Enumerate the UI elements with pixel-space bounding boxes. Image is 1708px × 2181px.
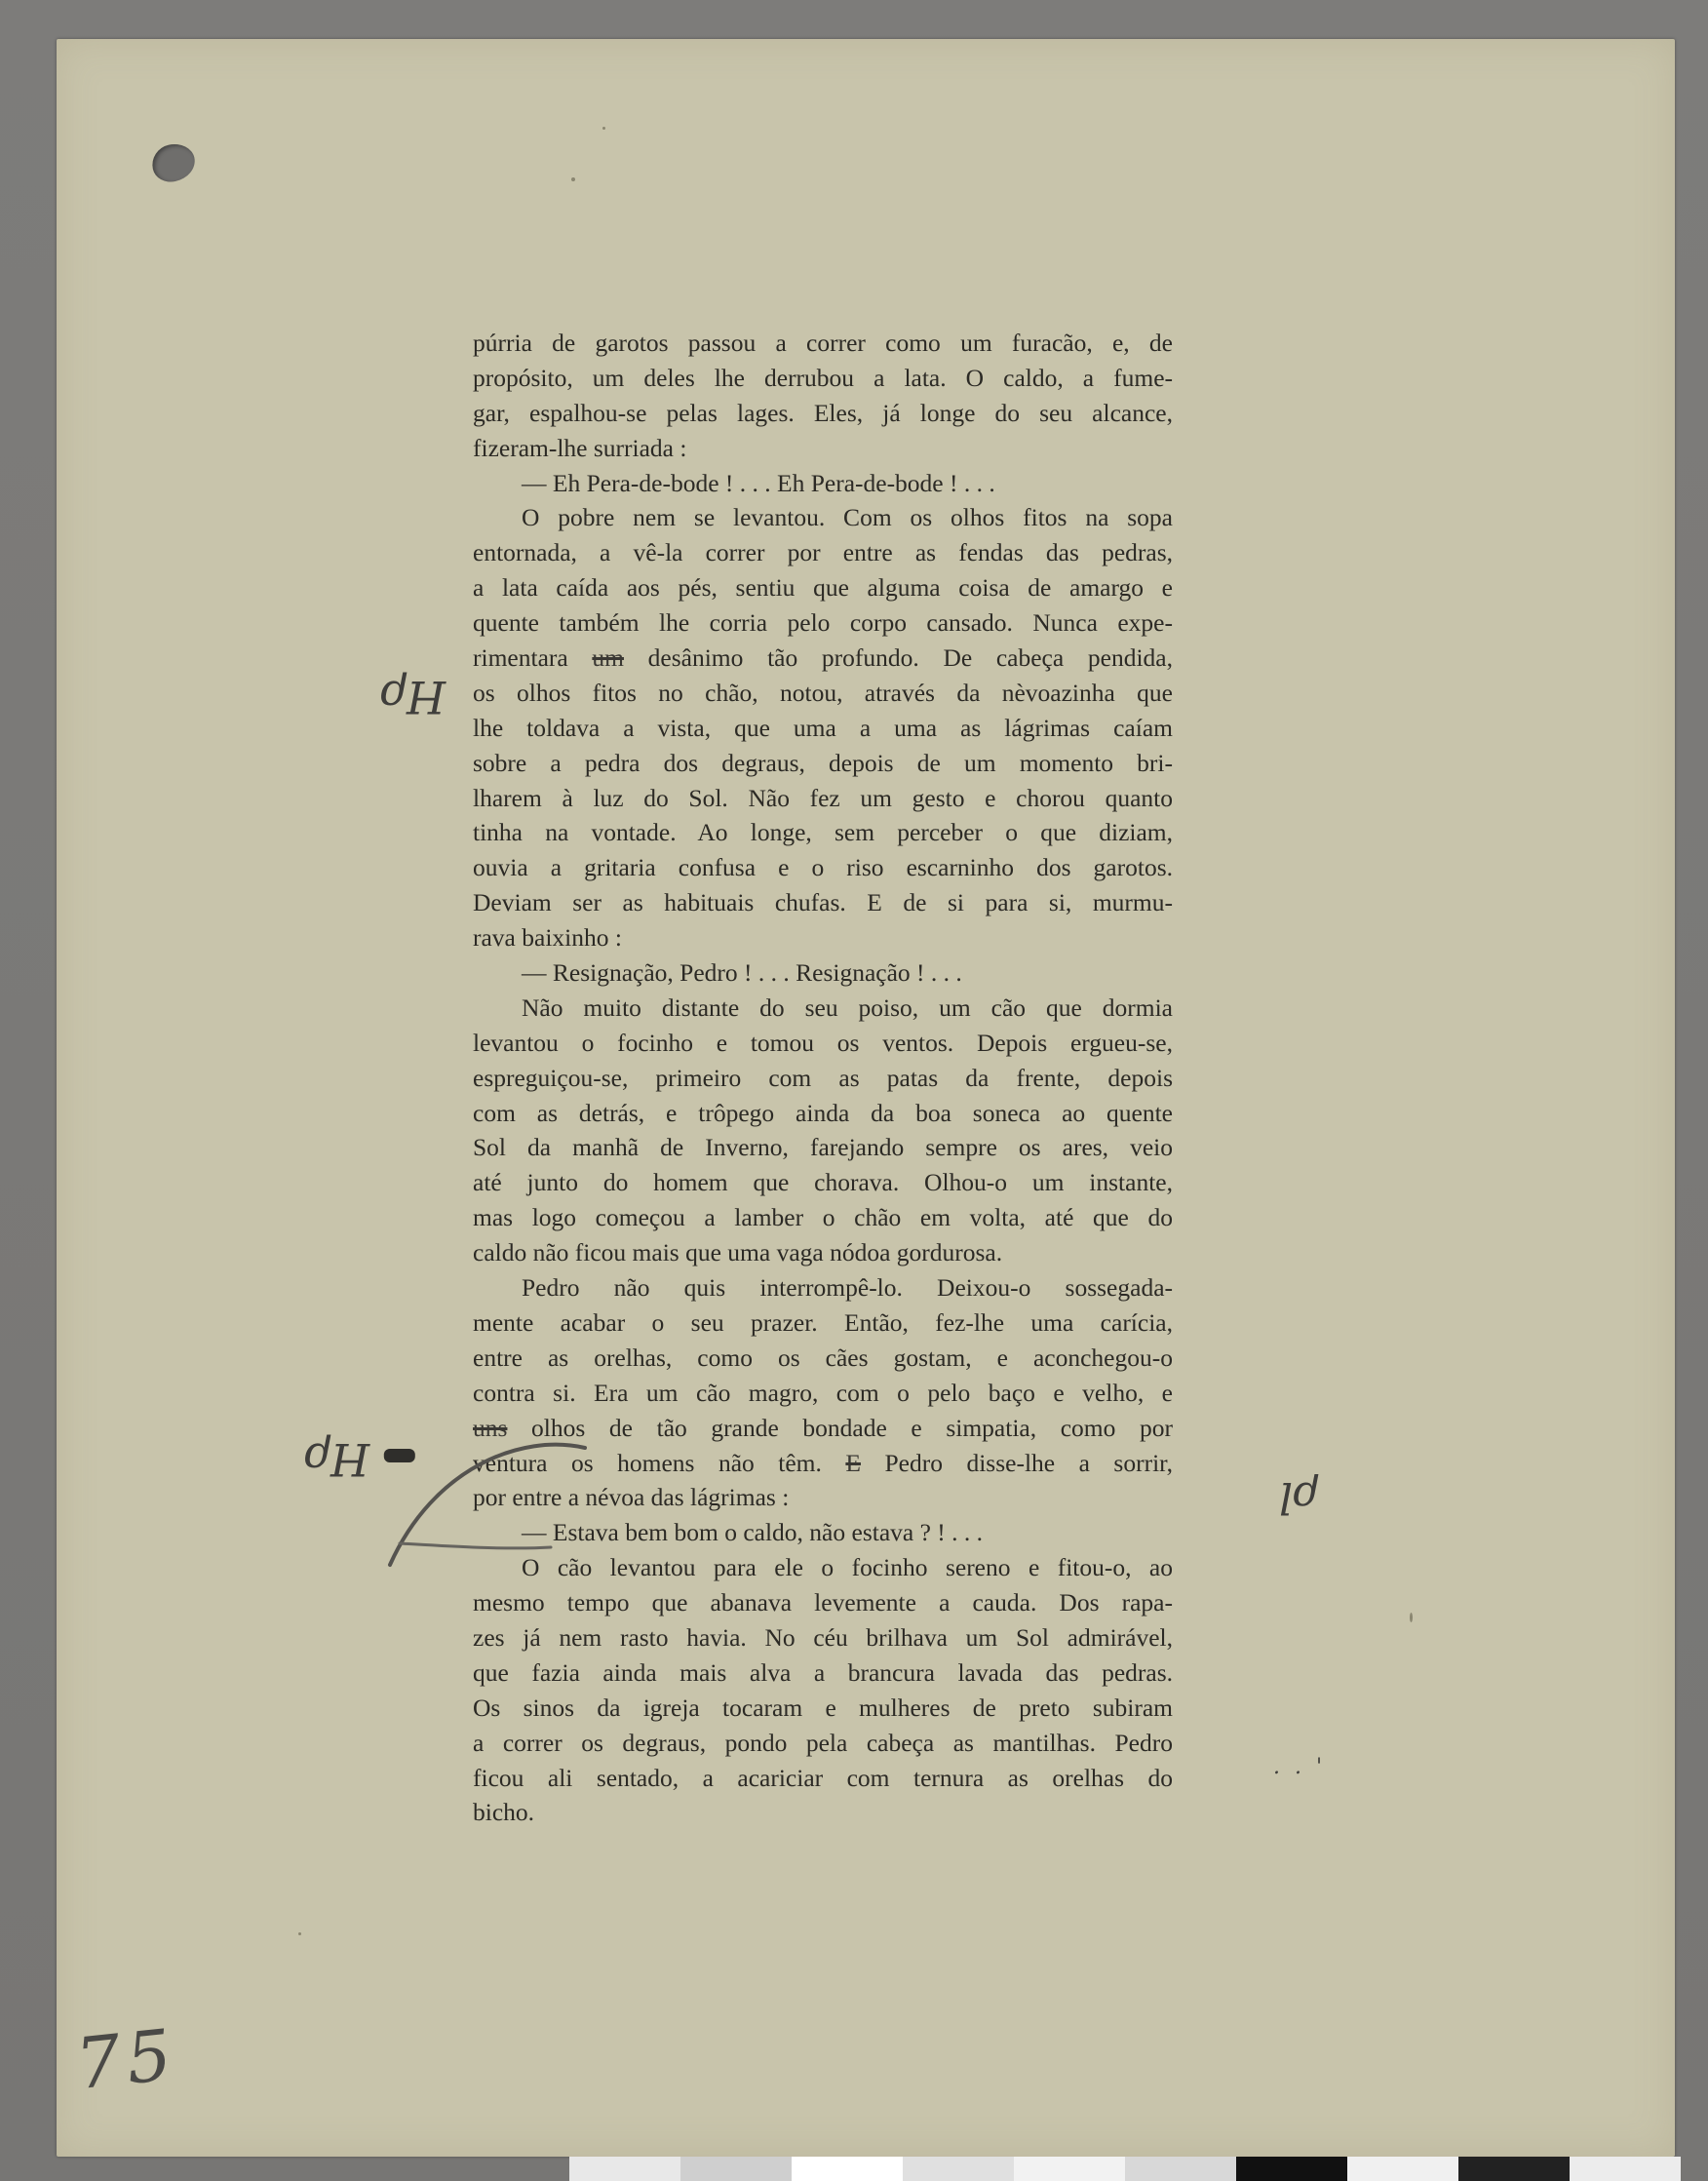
text-line: tinha na vontade. Ao longe, sem perceber o que diziam,: [473, 818, 1173, 847]
margin-mark-left-upper: Hρ: [380, 671, 446, 723]
text-line: ventura os homens não têm. E Pedro disse-lhe a sorrir,: [473, 1448, 1173, 1477]
text-line: O pobre nem se levantou. Com os olhos fitos na sopa: [522, 503, 1173, 532]
text-line: mas logo começou a lamber o chão em volta, até que do: [473, 1203, 1173, 1232]
text-line: uns olhos de tão grande bondade e simpatia, como por: [473, 1413, 1173, 1442]
text-line: lharem à luz do Sol. Não fez um gesto e chorou quanto: [473, 783, 1173, 812]
paper-speck: [602, 127, 605, 130]
text-line: púrria de garotos passou a correr como um furacão, e, de: [473, 329, 1173, 357]
text-line: Os sinos da igreja tocaram e mulheres de preto subiram: [473, 1693, 1173, 1722]
margin-mark-right: ρl: [1279, 1472, 1318, 1522]
text-line: ficou ali sentado, a acariciar com ternura as orelhas do: [473, 1763, 1173, 1792]
text-line: a lata caída aos pés, sentiu que alguma coisa de amargo e: [473, 573, 1173, 603]
paper-speck: [1410, 1613, 1413, 1622]
scan-ruler: [569, 2157, 1681, 2181]
pencil-arc: [375, 1438, 609, 1594]
text-line: ouvia a gritaria confusa e o riso escarninho dos garotos.: [473, 853, 1173, 882]
margin-dots-right: . . ': [1273, 1755, 1327, 1779]
text-line: Pedro não quis interrompê-lo. Deixou-o sossegada-: [522, 1273, 1173, 1303]
margin-mark-left-lower-text: Hρ: [304, 1433, 370, 1486]
paper-speck: [298, 1932, 301, 1935]
struck-word: uns: [473, 1413, 508, 1442]
text-line: caldo não ficou mais que uma vaga nódoa gordurosa.: [473, 1238, 1003, 1267]
text-line: mesmo tempo que abanava levemente a cauda. Dos rapa-: [473, 1588, 1173, 1617]
text-line: — Eh Pera-de-bode ! . . . Eh Pera-de-bode ! . . .: [522, 468, 995, 497]
text-line: Deviam ser as habituais chufas. E de si para si, murmu-: [473, 888, 1173, 917]
text-line: zes já nem rasto havia. No céu brilhava um Sol admirável,: [473, 1622, 1173, 1652]
paper-speck: [571, 177, 575, 181]
text-line: a correr os degraus, pondo pela cabeça as mantilhas. Pedro: [473, 1728, 1173, 1757]
struck-word: um: [592, 643, 624, 673]
page-number-handwritten: 75: [71, 2012, 181, 2106]
text-line: até junto do homem que chorava. Olhou-o um instante,: [473, 1168, 1173, 1197]
text-line: por entre a névoa das lágrimas :: [473, 1483, 790, 1512]
struck-word: E: [845, 1448, 861, 1477]
text-line: espreguiçou-se, primeiro com as patas da frente, depois: [473, 1063, 1173, 1092]
text-line: entre as orelhas, como os cães gostam, e aconchegou-o: [473, 1343, 1173, 1372]
text-line: rava baixinho :: [473, 923, 622, 953]
text-line: com as detrás, e trôpego ainda da boa soneca ao quente: [473, 1098, 1173, 1127]
text-line: — Resignação, Pedro ! . . . Resignação ! . . .: [522, 958, 962, 988]
text-line: contra si. Era um cão magro, com o pelo baço e velho, e: [473, 1378, 1173, 1407]
text-line: quente também lhe corria pelo corpo cansado. Nunca expe-: [473, 608, 1173, 638]
text-line: lhe toldava a vista, que uma a uma as lágrimas caíam: [473, 713, 1173, 742]
body-text: [473, 326, 1173, 1830]
text-line: entornada, a vê-la correr por entre as fendas das pedras,: [473, 538, 1173, 567]
text-line: fizeram-lhe surriada :: [473, 433, 687, 462]
text-line: O cão levantou para ele o focinho sereno e fitou-o, ao: [522, 1553, 1173, 1582]
punch-hole: [149, 140, 199, 185]
text-line: propósito, um deles lhe derrubou a lata. O caldo, a fume-: [473, 363, 1173, 392]
text-line: sobre a pedra dos degraus, depois de um momento bri-: [473, 748, 1173, 777]
text-line: Não muito distante do seu poiso, um cão que dormia: [522, 993, 1173, 1022]
text-line: mente acabar o seu prazer. Então, fez-lhe uma carícia,: [473, 1307, 1173, 1337]
text-line: bicho.: [473, 1798, 535, 1827]
text-line: — Estava bem bom o caldo, não estava ? ! . . .: [522, 1518, 984, 1547]
text-line: os olhos fitos no chão, notou, através da nèvoazinha que: [473, 678, 1173, 707]
text-line: levantou o focinho e tomou os ventos. Depois ergueu-se,: [473, 1028, 1173, 1057]
text-line: Sol da manhã de Inverno, farejando sempre os ares, veio: [473, 1133, 1173, 1162]
text-line: gar, espalhou-se pelas lages. Eles, já longe do seu alcance,: [473, 398, 1173, 427]
text-line: rimentara um desânimo tão profundo. De cabeça pendida,: [473, 643, 1173, 673]
text-line: que fazia ainda mais alva a brancura lavada das pedras.: [473, 1657, 1173, 1687]
